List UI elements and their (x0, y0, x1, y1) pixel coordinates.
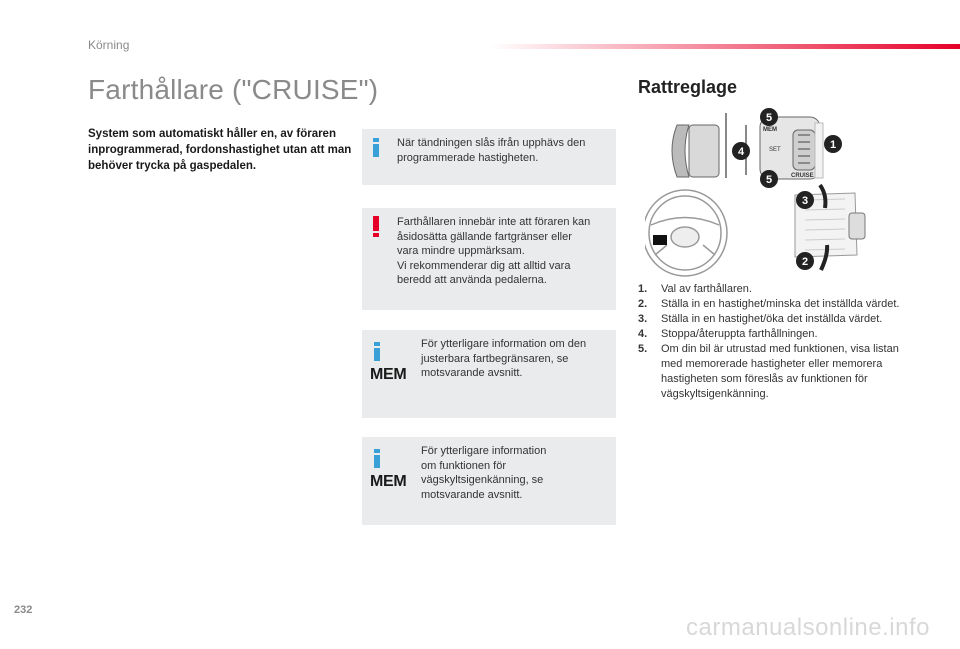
page-title: Farthållare ("CRUISE") (88, 74, 379, 105)
list-item: 5. Om din bil är utrustad med funktionen, visa listan med memorerade hastigheter eller memorera hastigheten som föreslås av funktionen för vägskyltsigenkänning. (638, 343, 899, 400)
watermark: carmanualsonline.info (686, 614, 930, 641)
info-box-text: För ytterligare information om den justerbara fartbegränsaren, se motsvarande avsnitt. (421, 338, 587, 379)
info-box-text: När tändningen slås ifrån upphävs den programmerade hastigheten. (397, 137, 586, 164)
intro-text: System som automatiskt håller en, av föraren inprogrammerad, fordonshastighet utan att man behöver trycka på gaspedalen. (88, 128, 352, 172)
callout-5-bottom (760, 170, 778, 188)
steering-wheel-detail (645, 190, 727, 276)
stalk-label-cruise: CRUISE (791, 173, 814, 179)
page-number: 232 (14, 604, 33, 616)
svg-text:2: 2 (801, 256, 809, 268)
info-icon (373, 138, 379, 157)
svg-text:1: 1 (829, 139, 837, 151)
warning-icon (373, 216, 379, 237)
callout-5-top (760, 108, 778, 126)
warning-box-text: Farthållaren innebär inte att föraren kan åsidosätta gällande fartgränser eller vara mindre uppmärksam. Vi rekommenderar dig att alltid vara beredd att använda pedalerna. (397, 216, 591, 286)
controls-heading: Rattreglage (638, 77, 738, 97)
svg-text:5: 5 (765, 112, 773, 124)
stalk-label-set: SET (769, 147, 781, 153)
info-box-speed-limiter (362, 330, 616, 418)
list-item: 3. Ställa in en hastighet/öka det inställda värdet. (638, 313, 883, 325)
callout-2 (796, 252, 814, 270)
header-accent-bar (490, 44, 960, 49)
stalk-label-mem: MEM (763, 127, 777, 133)
callout-3 (796, 191, 814, 209)
svg-text:5: 5 (765, 174, 773, 186)
info-icon (374, 342, 380, 361)
callout-4 (732, 142, 750, 160)
controls-list (638, 282, 900, 402)
info-box-ignition (362, 129, 616, 185)
list-item: 2. Ställa in en hastighet/minska det inställda värdet. (638, 298, 900, 310)
section-label: Körning (88, 38, 130, 52)
svg-text:4: 4 (737, 146, 745, 158)
info-box-sign-recognition (362, 437, 616, 525)
mem-icon: MEM (370, 366, 407, 383)
svg-text:3: 3 (801, 195, 809, 207)
list-item: 1. Val av farthållaren. (638, 283, 752, 295)
steering-wheel-controls-illustration (645, 105, 895, 280)
mem-icon: MEM (370, 473, 407, 490)
info-box-text: För ytterligare information om funktionen för vägskyltsigenkänning, se motsvarande avsnitt. (421, 445, 547, 501)
warning-box-speed-limits (362, 208, 616, 310)
list-item: 4. Stoppa/återuppta farthållningen. (638, 328, 818, 340)
callout-1 (824, 135, 842, 153)
info-icon (374, 449, 380, 468)
